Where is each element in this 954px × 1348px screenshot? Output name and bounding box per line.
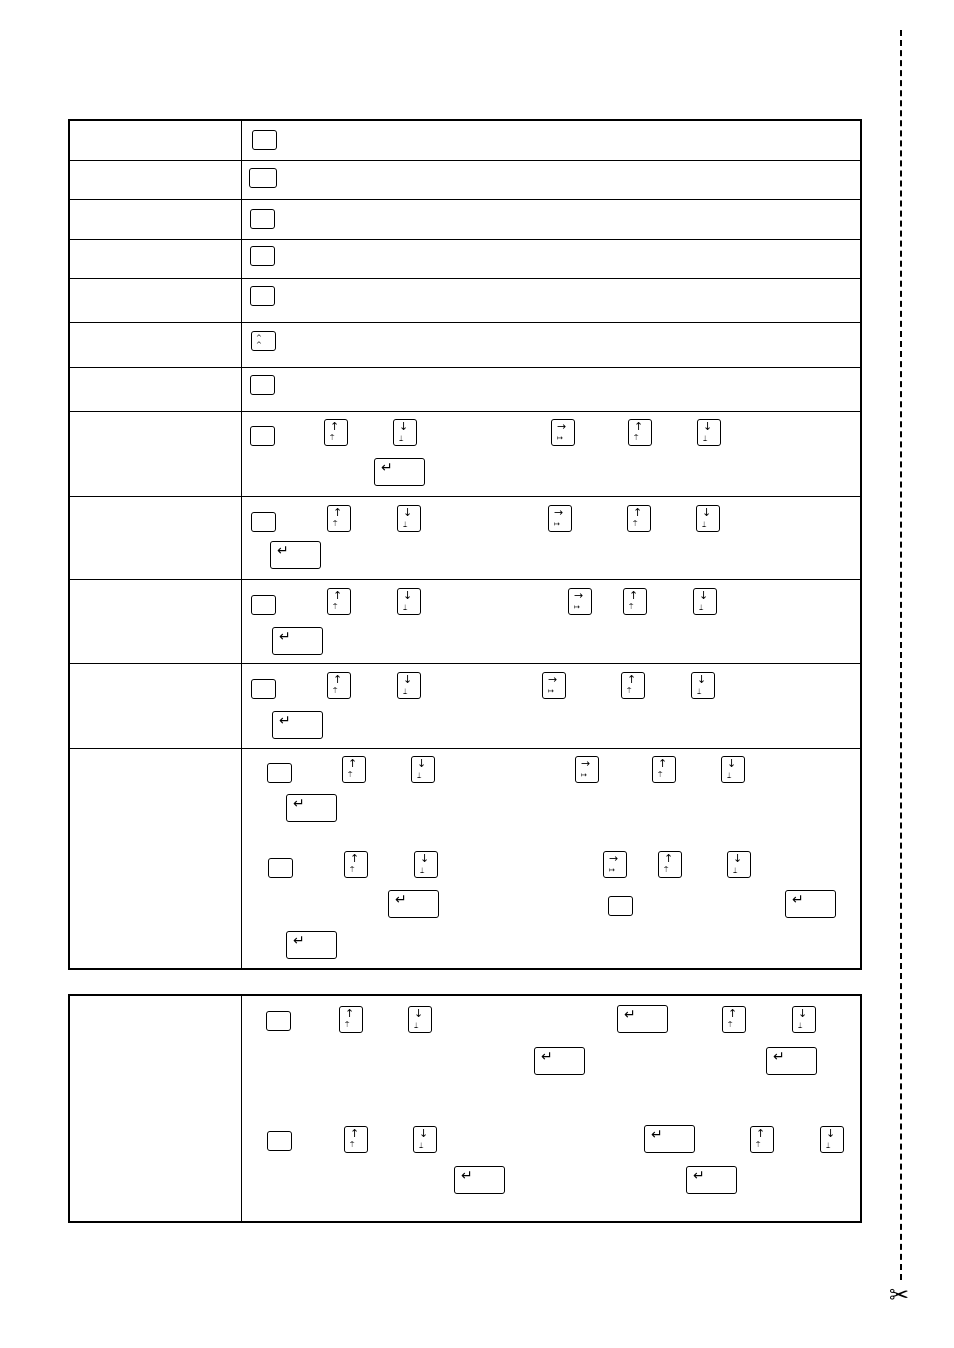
- down-arrow-icon: ↓: [419, 1127, 429, 1140]
- right-arrow-icon: →: [548, 673, 558, 686]
- up-arrow-icon: ↑: [333, 673, 343, 686]
- cursor-right-key: [603, 851, 627, 878]
- down-sub-icon: ⍊: [399, 434, 404, 442]
- enter-key: [388, 890, 439, 918]
- up-arrow-icon: ↑: [629, 589, 639, 602]
- right-arrow-icon: →: [581, 757, 591, 770]
- cursor-down-key: [696, 505, 720, 532]
- up-arrow-icon: ↑: [348, 757, 358, 770]
- down-sub-icon: ⍊: [417, 771, 422, 779]
- down-arrow-icon: ↓: [420, 852, 430, 865]
- key-reference-table: [68, 119, 862, 970]
- down-arrow-icon: ↓: [798, 1007, 808, 1020]
- down-arrow-icon: ↓: [399, 420, 409, 433]
- down-sub-icon: ⍊: [703, 434, 708, 442]
- up-arrow-icon: ↑: [627, 673, 637, 686]
- up-sub-icon: ⍑: [333, 520, 338, 528]
- cursor-up-key: [623, 588, 647, 615]
- down-arrow-icon: ↓: [414, 1007, 424, 1020]
- cursor-up-key: [652, 756, 676, 783]
- down-sub-icon: ⍊: [727, 771, 732, 779]
- function-key: [250, 426, 275, 446]
- down-sub-icon: ⍊: [702, 520, 707, 528]
- down-arrow-icon: ↓: [403, 589, 413, 602]
- up-sub-icon: ⍑: [333, 687, 338, 695]
- cursor-down-key: [397, 588, 421, 615]
- down-sub-icon: ⍊: [697, 687, 702, 695]
- cursor-up-key: [324, 419, 348, 446]
- enter-key: [766, 1047, 817, 1075]
- down-arrow-icon: ↓: [826, 1127, 836, 1140]
- down-sub-icon: ⍊: [798, 1021, 803, 1029]
- cursor-down-key: [792, 1006, 816, 1033]
- function-key: [267, 763, 292, 783]
- enter-icon: ↵: [773, 1049, 785, 1065]
- up-sub-icon: ⍑: [664, 866, 669, 874]
- enter-icon: ↵: [279, 713, 291, 729]
- up-sub-icon: ⍑: [350, 866, 355, 874]
- down-arrow-icon: ↓: [703, 420, 713, 433]
- cursor-down-key: [393, 419, 417, 446]
- down-arrow-icon: ↓: [733, 852, 743, 865]
- down-sub-icon: ⍊: [403, 520, 408, 528]
- cursor-down-key: [693, 588, 717, 615]
- enter-icon: ↵: [651, 1127, 663, 1143]
- cursor-down-key: [408, 1006, 432, 1033]
- down-sub-icon: ⍊: [403, 687, 408, 695]
- function-key: [251, 512, 276, 532]
- cursor-up-key: [344, 1126, 368, 1153]
- cursor-right-key: [568, 588, 592, 615]
- cursor-up-key: [621, 672, 645, 699]
- cursor-up-key: [627, 505, 651, 532]
- function-key: [266, 1011, 291, 1031]
- down-sub-icon: ⍊: [419, 1141, 424, 1149]
- cursor-up-key: [658, 851, 682, 878]
- down-sub-icon: ⍊: [420, 866, 425, 874]
- row-divider: [70, 579, 860, 580]
- cursor-up-key: [344, 851, 368, 878]
- tab-icon: ↦: [548, 687, 554, 695]
- row-divider: [70, 748, 860, 749]
- row-divider: [70, 367, 860, 368]
- right-arrow-icon: →: [574, 589, 584, 602]
- up-sub-icon: ⍑: [634, 434, 639, 442]
- column-divider: [241, 121, 242, 968]
- down-arrow-icon: ↓: [403, 673, 413, 686]
- cursor-down-key: [721, 756, 745, 783]
- up-arrow-icon: ↑: [350, 852, 360, 865]
- cursor-right-key: [575, 756, 599, 783]
- cursor-down-key: [414, 851, 438, 878]
- cursor-right-key: [542, 672, 566, 699]
- up-arrow-icon: ↑: [333, 506, 343, 519]
- tab-icon: ↦: [557, 434, 563, 442]
- function-key: [250, 286, 275, 306]
- cursor-up-key: [722, 1006, 746, 1033]
- enter-key: [374, 458, 425, 486]
- up-sub-icon: ⍑: [629, 603, 634, 611]
- row-divider: [70, 663, 860, 664]
- up-arrow-icon: ↑: [756, 1127, 766, 1140]
- enter-key: [454, 1166, 505, 1194]
- enter-icon: ↵: [624, 1007, 636, 1023]
- tab-icon: ↦: [554, 520, 560, 528]
- down-arrow-icon: ↓: [702, 506, 712, 519]
- enter-key: [686, 1166, 737, 1194]
- up-arrow-icon: ↑: [664, 852, 674, 865]
- function-key: [267, 1131, 292, 1151]
- enter-key: [644, 1125, 695, 1153]
- up-sub-icon: ⍑: [348, 771, 353, 779]
- enter-icon: ↵: [293, 796, 305, 812]
- enter-key: [272, 711, 323, 739]
- down-sub-icon: ⍊: [699, 603, 704, 611]
- enter-key: [617, 1005, 668, 1033]
- row-divider: [70, 199, 860, 200]
- enter-icon: ↵: [541, 1049, 553, 1065]
- enter-icon: ↵: [461, 1168, 473, 1184]
- row-divider: [70, 239, 860, 240]
- cursor-up-key: [327, 672, 351, 699]
- function-key: [250, 246, 275, 266]
- row-divider: [70, 278, 860, 279]
- cursor-down-key: [411, 756, 435, 783]
- tab-icon: ↦: [574, 603, 580, 611]
- function-key: [251, 679, 276, 699]
- cut-line: [900, 30, 902, 1280]
- up-sub-icon: ⍑: [345, 1021, 350, 1029]
- down-sub-icon: ⍊: [826, 1141, 831, 1149]
- enter-icon: ↵: [293, 933, 305, 949]
- up-sub-icon: ⍑: [756, 1141, 761, 1149]
- enter-icon: ↵: [395, 892, 407, 908]
- function-key: [250, 375, 275, 395]
- enter-icon: ↵: [792, 892, 804, 908]
- cursor-down-key: [691, 672, 715, 699]
- accent-marks: ^ ^: [256, 334, 265, 349]
- scissors-icon: ✂: [889, 1281, 910, 1309]
- cursor-down-key: [397, 672, 421, 699]
- enter-icon: ↵: [277, 543, 289, 559]
- right-arrow-icon: →: [554, 506, 564, 519]
- up-sub-icon: ⍑: [627, 687, 632, 695]
- down-sub-icon: ⍊: [733, 866, 738, 874]
- column-divider: [241, 996, 242, 1221]
- enter-icon: ↵: [381, 460, 393, 476]
- cursor-down-key: [820, 1126, 844, 1153]
- cursor-up-key: [327, 588, 351, 615]
- down-sub-icon: ⍊: [414, 1021, 419, 1029]
- up-arrow-icon: ↑: [350, 1127, 360, 1140]
- accent-key: [251, 331, 276, 351]
- cursor-up-key: [339, 1006, 363, 1033]
- up-arrow-icon: ↑: [658, 757, 668, 770]
- tab-icon: ↦: [581, 771, 587, 779]
- up-arrow-icon: ↑: [633, 506, 643, 519]
- function-key: [608, 896, 633, 916]
- down-arrow-icon: ↓: [699, 589, 709, 602]
- row-divider: [70, 496, 860, 497]
- enter-key: [286, 794, 337, 822]
- row-divider: [70, 322, 860, 323]
- up-sub-icon: ⍑: [633, 520, 638, 528]
- enter-key: [286, 931, 337, 959]
- cursor-up-key: [628, 419, 652, 446]
- cursor-down-key: [397, 505, 421, 532]
- cursor-down-key: [727, 851, 751, 878]
- function-key: [252, 130, 277, 150]
- up-sub-icon: ⍑: [658, 771, 663, 779]
- cursor-right-key: [548, 505, 572, 532]
- up-sub-icon: ⍑: [330, 434, 335, 442]
- row-divider: [70, 160, 860, 161]
- function-key: [251, 595, 276, 615]
- down-arrow-icon: ↓: [403, 506, 413, 519]
- cursor-down-key: [697, 419, 721, 446]
- enter-key: [785, 890, 836, 918]
- down-sub-icon: ⍊: [403, 603, 408, 611]
- tab-icon: ↦: [609, 866, 615, 874]
- down-arrow-icon: ↓: [727, 757, 737, 770]
- down-arrow-icon: ↓: [417, 757, 427, 770]
- function-key: [250, 209, 275, 229]
- enter-icon: ↵: [693, 1168, 705, 1184]
- cursor-up-key: [750, 1126, 774, 1153]
- right-arrow-icon: →: [609, 852, 619, 865]
- up-sub-icon: ⍑: [728, 1021, 733, 1029]
- up-sub-icon: ⍑: [333, 603, 338, 611]
- enter-key: [270, 541, 321, 569]
- up-arrow-icon: ↑: [634, 420, 644, 433]
- cursor-up-key: [327, 505, 351, 532]
- enter-icon: ↵: [279, 629, 291, 645]
- up-sub-icon: ⍑: [350, 1141, 355, 1149]
- right-arrow-icon: →: [557, 420, 567, 433]
- down-arrow-icon: ↓: [697, 673, 707, 686]
- up-arrow-icon: ↑: [330, 420, 340, 433]
- function-key: [268, 858, 293, 878]
- enter-key: [534, 1047, 585, 1075]
- cursor-up-key: [342, 756, 366, 783]
- up-arrow-icon: ↑: [333, 589, 343, 602]
- enter-key: [272, 627, 323, 655]
- up-arrow-icon: ↑: [345, 1007, 355, 1020]
- function-key: [249, 168, 277, 188]
- row-divider: [70, 411, 860, 412]
- cursor-down-key: [413, 1126, 437, 1153]
- up-arrow-icon: ↑: [728, 1007, 738, 1020]
- cursor-right-key: [551, 419, 575, 446]
